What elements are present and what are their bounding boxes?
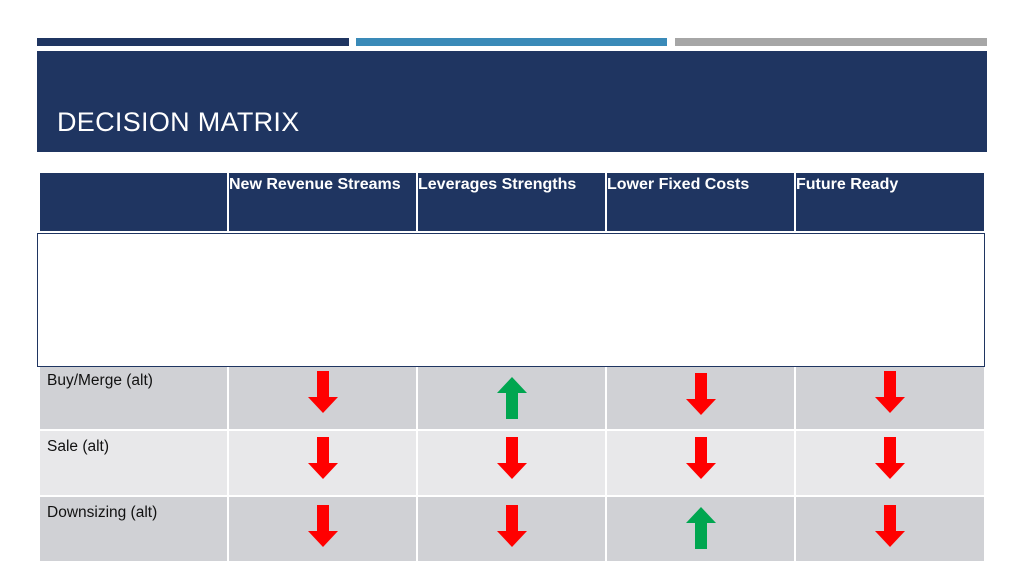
down-arrow-icon: [686, 437, 716, 479]
decision-table: [38, 171, 986, 563]
up-arrow-icon: [686, 507, 716, 549]
matrix-cell: [417, 496, 606, 562]
row-label: Buy/Merge (alt): [39, 364, 228, 430]
header-corner: [39, 172, 228, 232]
accent-bar-blue: [356, 38, 667, 46]
down-arrow-icon: [497, 437, 527, 479]
table-row: [39, 364, 985, 430]
down-arrow-icon: [308, 371, 338, 413]
down-arrow-icon: [308, 437, 338, 479]
down-arrow-icon: [875, 371, 905, 413]
table-row: [39, 430, 985, 496]
header-leverages-strengths: Leverages Strengths: [417, 172, 606, 232]
matrix-cell: [417, 430, 606, 496]
blank-overlay-box[interactable]: [37, 233, 985, 367]
matrix-cell: [795, 430, 985, 496]
header-row: [39, 172, 985, 232]
header-lower-fixed-costs: Lower Fixed Costs: [606, 172, 795, 232]
up-arrow-icon: [497, 377, 527, 419]
matrix-cell: [417, 364, 606, 430]
slide-title: DECISION MATRIX: [57, 107, 300, 137]
down-arrow-icon: [686, 373, 716, 415]
header-future-ready: Future Ready: [795, 172, 985, 232]
accent-bar-gray: [675, 38, 987, 46]
matrix-cell: [228, 430, 417, 496]
down-arrow-icon: [497, 505, 527, 547]
title-band: [37, 51, 987, 152]
down-arrow-icon: [875, 505, 905, 547]
matrix-cell: [795, 364, 985, 430]
down-arrow-icon: [308, 505, 338, 547]
matrix-cell: [228, 364, 417, 430]
row-label: Sale (alt): [39, 430, 228, 496]
table-row: [39, 496, 985, 562]
matrix-cell: [606, 496, 795, 562]
accent-bar-navy: [37, 38, 349, 46]
matrix-cell: [795, 496, 985, 562]
matrix-cell: [228, 496, 417, 562]
header-new-revenue-streams: New Revenue Streams: [228, 172, 417, 232]
down-arrow-icon: [875, 437, 905, 479]
matrix-cell: [606, 430, 795, 496]
matrix-cell: [606, 364, 795, 430]
row-label: Downsizing (alt): [39, 496, 228, 562]
